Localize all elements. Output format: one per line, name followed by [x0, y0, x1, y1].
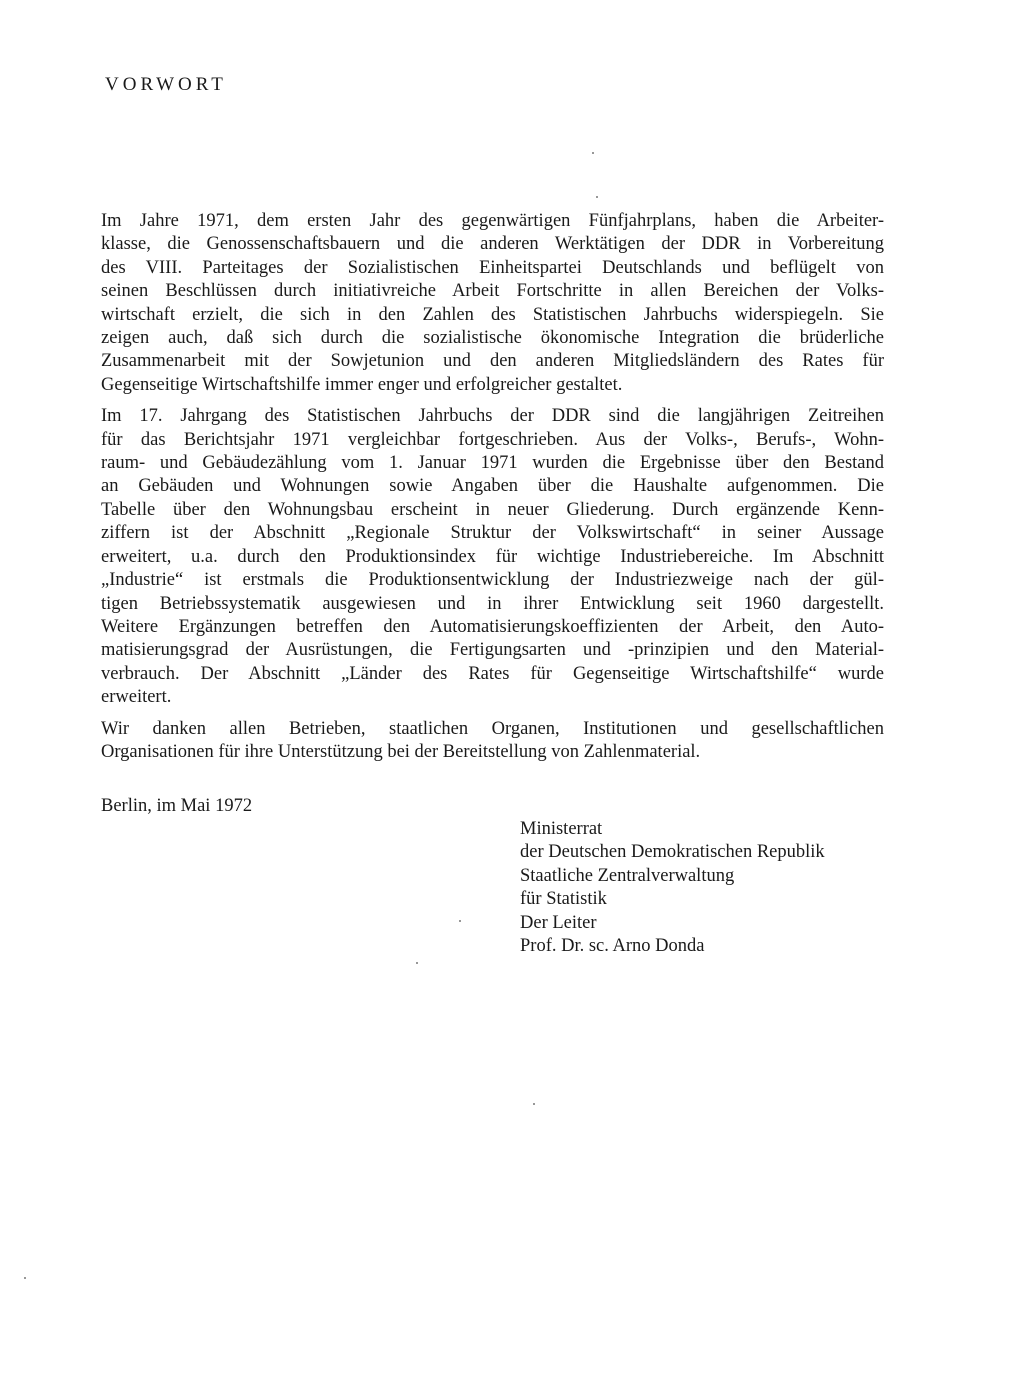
signature-line: Ministerrat — [520, 819, 603, 839]
text-line: zeigen auch, daß sich durch die sozialistische ökonomische Integration die brüderliche — [101, 328, 884, 349]
text-line: Im Jahre 1971, dem ersten Jahr des gegenwärtigen Fünfjahrplans, haben die Arbeiter- — [101, 211, 884, 231]
text-line: des VIII. Parteitages der Sozialistischen Einheitspartei Deutschlands und beflügelt von — [101, 257, 884, 278]
signature-line: für Statistik — [520, 889, 607, 910]
signature-name: Prof. Dr. sc. Arno Donda — [520, 936, 705, 957]
signature-block — [520, 818, 825, 958]
text-line: erweitert, u.a. durch den Produktionsindex für wichtige Industriebereiche. Im Abschnitt — [101, 546, 884, 567]
text-line: ziffern ist der Abschnitt „Regionale Struktur der Volkswirtschaft“ in seiner Aussage — [101, 523, 884, 544]
scan-speck — [24, 1277, 26, 1279]
text-line: klasse, die Genossenschaftsbauern und die anderen Werktätigen der DDR in Vorbereitung — [101, 234, 884, 255]
text-line: Organisationen für ihre Unterstützung bei der Bereitstellung von Zahlenmaterial. — [101, 741, 701, 762]
text-line: tigen Betriebssystematik ausgewiesen und in ihrer Entwicklung seit 1960 dargestellt. — [101, 593, 884, 614]
text-line: für das Berichtsjahr 1971 vergleichbar fortgeschrieben. Aus der Volks-, Berufs-, Wohn- — [101, 429, 884, 450]
paragraph-intro — [101, 210, 884, 397]
scan-speck — [459, 920, 461, 922]
text-line: raum- und Gebäudezählung vom 1. Januar 1971 wurden die Ergebnisse über den Bestand — [101, 453, 884, 474]
text-line: „Industrie“ ist erstmals die Produktionsentwicklung der Industriezweige nach der gül- — [101, 570, 884, 591]
scan-speck — [592, 152, 594, 154]
text-line: Wir danken allen Betrieben, staatlichen Organen, Institutionen und gesellschaftlichen — [101, 718, 884, 739]
text-line: Zusammenarbeit mit der Sowjetunion und den anderen Mitgliedsländern des Rates für — [101, 351, 884, 372]
text-line: Im 17. Jahrgang des Statistischen Jahrbuchs der DDR sind die langjährigen Zeitreihen — [101, 406, 884, 427]
text-line: Weitere Ergänzungen betreffen den Automatisierungskoeffizienten der Arbeit, den Auto- — [101, 616, 884, 637]
paragraph-contents — [101, 405, 884, 709]
signature-line: Staatliche Zentralverwaltung — [520, 865, 735, 886]
text-line: wirtschaft erzielt, die sich in den Zahlen des Statistischen Jahrbuchs widerspiegeln. Sie — [101, 304, 884, 325]
page-title: VORWORT — [105, 74, 227, 95]
signature-line: der Deutschen Demokratischen Republik — [520, 842, 825, 863]
scan-speck — [416, 962, 418, 964]
paragraph-thanks — [101, 718, 884, 765]
place-date: Berlin, im Mai 1972 — [101, 796, 253, 816]
text-line: Tabelle über den Wohnungsbau erscheint in neuer Gliederung. Durch ergänzende Kenn- — [101, 499, 884, 520]
scan-speck — [596, 196, 598, 198]
text-line: verbrauch. Der Abschnitt „Länder des Rates für Gegenseitige Wirtschaftshilfe“ wurde — [101, 663, 884, 684]
scan-speck — [533, 1103, 535, 1105]
text-line: an Gebäuden und Wohnungen sowie Angaben über die Haushalte aufgenommen. Die — [101, 476, 884, 497]
text-line: seinen Beschlüssen durch initiativreiche Arbeit Fortschritte in allen Bereichen der Volks- — [101, 281, 884, 302]
text-line: erweitert. — [101, 687, 172, 708]
body-text — [101, 210, 884, 772]
text-line: Gegenseitige Wirtschaftshilfe immer enger und erfolgreicher gestaltet. — [101, 374, 623, 395]
signature-line: Der Leiter — [520, 912, 597, 933]
text-line: matisierungsgrad der Ausrüstungen, die Fertigungsarten und -prinzipien und den Material- — [101, 640, 884, 661]
